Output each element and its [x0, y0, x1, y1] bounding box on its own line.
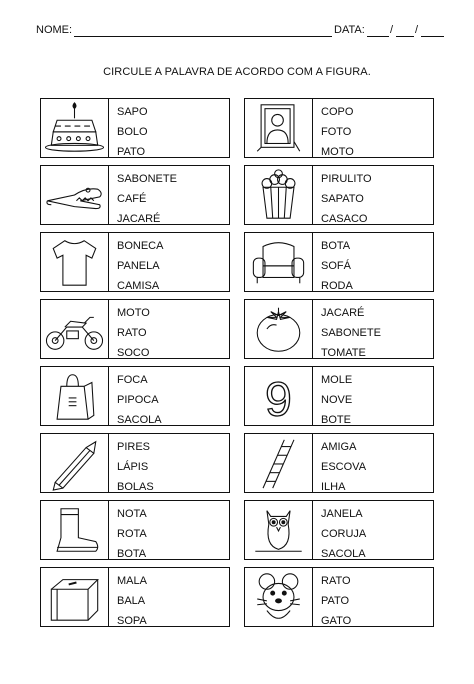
picture-frame-icon — [245, 99, 313, 157]
word-option[interactable]: CAMISA — [117, 280, 160, 292]
word-option[interactable]: SACOLA — [321, 548, 366, 560]
word-option[interactable]: RODA — [321, 280, 353, 292]
word-card — [40, 567, 230, 627]
word-option[interactable]: ROTA — [117, 528, 147, 540]
worksheet-header — [36, 24, 444, 42]
word-option[interactable]: JACARÉ — [117, 213, 161, 225]
word-card — [40, 500, 230, 560]
word-card — [40, 433, 230, 493]
word-option[interactable]: PATO — [321, 595, 350, 607]
alligator-icon — [41, 166, 109, 224]
word-option[interactable]: COPO — [321, 106, 354, 118]
word-option[interactable]: SOPA — [117, 615, 147, 627]
word-card — [40, 366, 230, 426]
ladder-icon — [245, 434, 313, 492]
word-option[interactable]: MOLE — [321, 374, 353, 386]
date-month-line[interactable] — [396, 36, 414, 37]
word-option[interactable]: SAPO — [117, 106, 148, 118]
word-option[interactable]: BOTA — [117, 548, 147, 560]
word-option[interactable]: CAFÉ — [117, 193, 147, 205]
number-nine-glyph: 9 — [265, 372, 292, 425]
word-option[interactable]: SACOLA — [117, 414, 162, 426]
armchair-sofa-icon — [245, 233, 313, 291]
word-option[interactable]: ESCOVA — [321, 461, 367, 473]
word-option[interactable]: FOCA — [117, 374, 148, 386]
word-option[interactable]: LÁPIS — [117, 461, 149, 473]
word-card — [244, 98, 434, 158]
date-year-line[interactable] — [421, 36, 444, 37]
word-option[interactable]: BALA — [117, 595, 146, 607]
word-card — [40, 165, 230, 225]
word-option[interactable]: SABONETE — [117, 173, 177, 185]
word-option[interactable]: GATO — [321, 615, 352, 627]
mouse-icon — [245, 568, 313, 626]
word-option[interactable]: PIPOCA — [117, 394, 159, 406]
word-card — [244, 366, 434, 426]
tshirt-icon — [41, 233, 109, 291]
word-card — [244, 232, 434, 292]
name-line[interactable] — [74, 36, 332, 37]
word-option[interactable]: TOMATE — [321, 347, 366, 359]
word-option[interactable]: BOLO — [117, 126, 148, 138]
word-card — [244, 299, 434, 359]
date-day-line[interactable] — [367, 36, 389, 37]
word-option[interactable]: RATO — [117, 327, 147, 339]
word-option[interactable]: ILHA — [321, 481, 346, 493]
boot-icon — [41, 501, 109, 559]
word-option[interactable]: BOLAS — [117, 481, 154, 493]
popcorn-icon — [245, 166, 313, 224]
word-option[interactable]: CASACO — [321, 213, 368, 225]
instruction-text: CIRCULE A PALAVRA DE ACORDO COM A FIGURA. — [103, 66, 371, 78]
word-option[interactable]: BONECA — [117, 240, 164, 252]
word-option[interactable]: SAPATO — [321, 193, 364, 205]
word-option[interactable]: BOTA — [321, 240, 351, 252]
word-card — [244, 567, 434, 627]
shopping-bag-icon — [41, 367, 109, 425]
word-option[interactable]: SOFÁ — [321, 260, 351, 272]
motorcycle-icon — [41, 300, 109, 358]
word-option[interactable]: NOTA — [117, 508, 147, 520]
word-option[interactable]: MOTO — [117, 307, 150, 319]
word-card — [244, 165, 434, 225]
number-nine-icon — [245, 367, 313, 425]
tomato-icon — [245, 300, 313, 358]
word-option[interactable]: SABONETE — [321, 327, 381, 339]
word-option[interactable]: MALA — [117, 575, 147, 587]
word-option[interactable]: FOTO — [321, 126, 352, 138]
word-option[interactable]: PIRULITO — [321, 173, 372, 185]
suitcase-icon — [41, 568, 109, 626]
name-label: NOME: — [36, 24, 73, 36]
word-option[interactable]: NOVE — [321, 394, 353, 406]
word-option[interactable]: MOTO — [321, 146, 354, 158]
word-option[interactable]: JACARÉ — [321, 307, 365, 319]
pencil-icon — [41, 434, 109, 492]
word-option[interactable]: BOTE — [321, 414, 351, 426]
word-option[interactable]: AMIGA — [321, 441, 357, 453]
word-option[interactable]: PATO — [117, 146, 146, 158]
word-option[interactable]: PIRES — [117, 441, 151, 453]
birthday-cake-icon — [41, 99, 109, 157]
date-separator: / — [415, 24, 419, 36]
word-option[interactable]: JANELA — [321, 508, 363, 520]
word-card — [244, 433, 434, 493]
date-label: DATA: — [334, 24, 365, 36]
word-card — [244, 500, 434, 560]
word-card — [40, 232, 230, 292]
owl-icon — [245, 501, 313, 559]
word-option[interactable]: CORUJA — [321, 528, 367, 540]
word-card — [40, 98, 230, 158]
word-card — [40, 299, 230, 359]
date-separator: / — [390, 24, 394, 36]
word-option[interactable]: RATO — [321, 575, 351, 587]
word-option[interactable]: PANELA — [117, 260, 160, 272]
word-option[interactable]: SOCO — [117, 347, 150, 359]
